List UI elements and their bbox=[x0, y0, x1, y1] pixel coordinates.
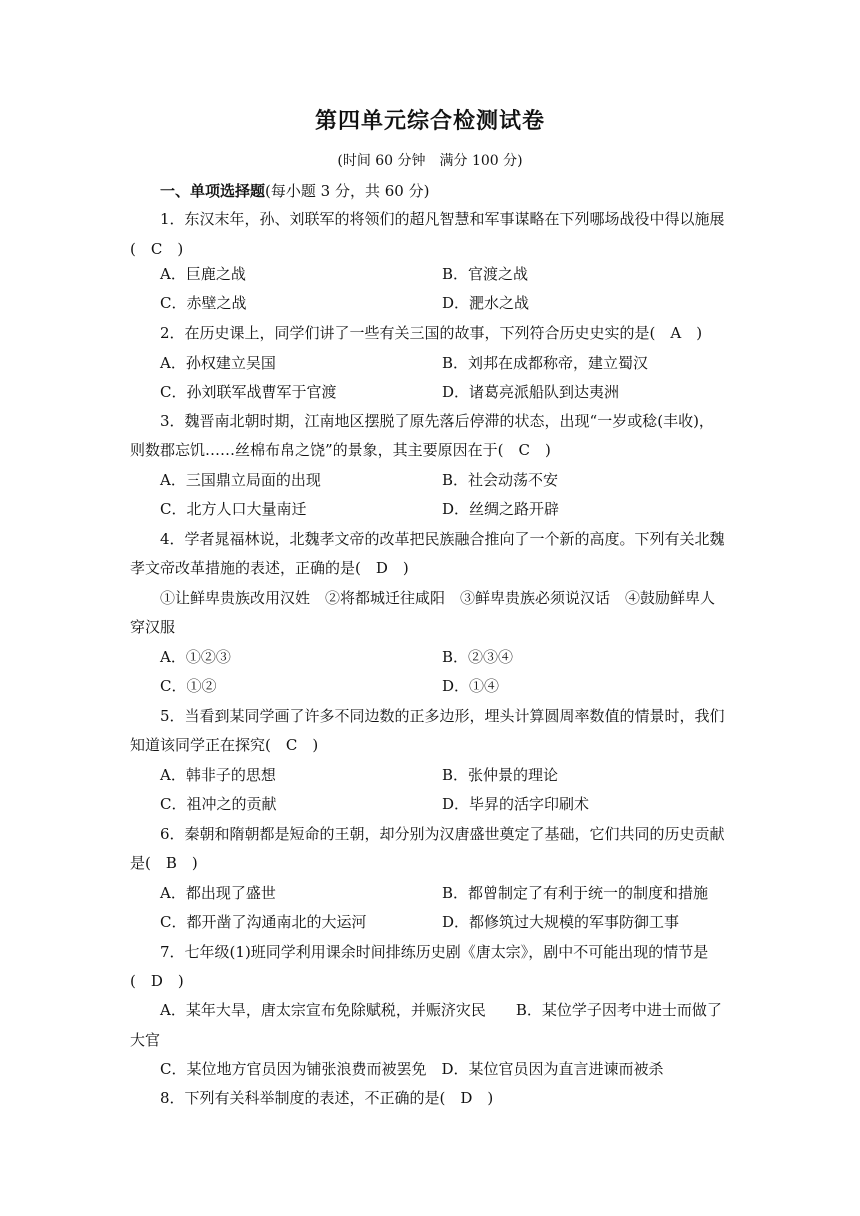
question-1-option-a: A．巨鹿之战 bbox=[160, 265, 246, 283]
question-4-option-a: A．①②③ bbox=[160, 648, 231, 666]
question-3-option-a: A．三国鼎立局面的出现 bbox=[160, 471, 321, 489]
question-3-option-b: B．社会动荡不安 bbox=[442, 471, 559, 489]
question-5-stem-cont: 知道该同学正在探究( C ) bbox=[130, 736, 319, 754]
page-subtitle: (时间 60 分钟 满分 100 分) bbox=[337, 153, 523, 169]
section-label: 一、单项选择题 bbox=[160, 182, 266, 200]
question-5-option-c: C．祖冲之的贡献 bbox=[160, 795, 277, 813]
question-4-sub: ①让鲜卑贵族改用汉姓 ②将都城迁往咸阳 ③鲜卑贵族必须说汉话 ④鼓励鲜卑人 bbox=[160, 589, 716, 607]
question-5-option-b: B．张仲景的理论 bbox=[442, 766, 559, 784]
question-1-option-c: C．赤壁之战 bbox=[160, 294, 247, 312]
question-2-option-c: C．孙刘联军战曹军于官渡 bbox=[160, 383, 337, 401]
section-note: (每小题 3 分，共 60 分) bbox=[265, 182, 430, 200]
question-4-stem-cont: 孝文帝改革措施的表述，正确的是( D ) bbox=[130, 559, 409, 577]
question-5-stem: 5．当看到某同学画了许多不同边数的正多边形，埋头计算圆周率数值的情景时，我们 bbox=[160, 707, 725, 725]
question-3-option-d: D．丝绸之路开辟 bbox=[442, 500, 560, 518]
question-4-sub-cont: 穿汉服 bbox=[130, 618, 176, 636]
question-3-stem-cont: 则数郡忘饥……丝棉布帛之饶”的景象，其主要原因在于( C ) bbox=[130, 441, 551, 459]
question-3-stem: 3．魏晋南北朝时期，江南地区摆脱了原先落后停滞的状态，出现“一岁或稔(丰收)， bbox=[160, 412, 714, 430]
question-1-stem: 1．东汉末年，孙、刘联军的将领们的超凡智慧和军事谋略在下列哪场战役中得以施展 bbox=[160, 210, 725, 228]
question-6-option-b: B．都曾制定了有利于统一的制度和措施 bbox=[442, 884, 709, 902]
page-title: 第四单元综合检测试卷 bbox=[314, 108, 545, 134]
question-8-stem: 8．下列有关科举制度的表述，不正确的是( D ) bbox=[160, 1089, 494, 1107]
question-7-options-line-1-cont: 大官 bbox=[130, 1031, 161, 1049]
question-5-option-d: D．毕昇的活字印刷术 bbox=[442, 795, 590, 813]
question-4-stem: 4．学者晁福林说，北魏孝文帝的改革把民族融合推向了一个新的高度。下列有关北魏 bbox=[160, 530, 725, 548]
question-5-option-a: A．韩非子的思想 bbox=[160, 766, 276, 784]
question-1-option-b: B．官渡之战 bbox=[442, 265, 529, 283]
question-6-stem-cont: 是( B ) bbox=[130, 854, 198, 872]
question-1-option-d: D．淝水之战 bbox=[442, 294, 530, 312]
question-7-stem-cont: ( D ) bbox=[130, 972, 184, 990]
question-1-answer: ( C ) bbox=[130, 240, 184, 258]
question-2-option-b: B．刘邦在成都称帝，建立蜀汉 bbox=[442, 354, 649, 372]
question-6-stem: 6．秦朝和隋朝都是短命的王朝，却分别为汉唐盛世奠定了基础，它们共同的历史贡献 bbox=[160, 825, 725, 843]
question-2-option-a: A．孙权建立吴国 bbox=[160, 354, 276, 372]
question-4-option-d: D．①④ bbox=[442, 677, 500, 695]
question-7-stem: 7．七年级(1)班同学利用课余时间排练历史剧《唐太宗》，剧中不可能出现的情节是 bbox=[160, 943, 709, 961]
section-heading bbox=[160, 180, 429, 201]
question-6-option-c: C．都开凿了沟通南北的大运河 bbox=[160, 913, 367, 931]
question-4-option-b: B．②③④ bbox=[442, 648, 514, 666]
question-6-option-d: D．都修筑过大规模的军事防御工事 bbox=[442, 913, 680, 931]
question-4-option-c: C．①② bbox=[160, 677, 217, 695]
question-2-option-d: D．诸葛亮派船队到达夷洲 bbox=[442, 383, 620, 401]
question-6-option-a: A．都出现了盛世 bbox=[160, 884, 276, 902]
question-2-stem: 2．在历史课上，同学们讲了一些有关三国的故事，下列符合历史史实的是( A ) bbox=[160, 324, 703, 342]
question-3-option-c: C．北方人口大量南迁 bbox=[160, 500, 307, 518]
question-7-options-line-2: C．某位地方官员因为铺张浪费而被罢免 D．某位官员因为直言进谏而被杀 bbox=[160, 1060, 664, 1078]
question-7-options-line-1: A．某年大旱，唐太宗宣布免除赋税，并赈济灾民 B．某位学子因考中进士而做了 bbox=[160, 1001, 722, 1019]
